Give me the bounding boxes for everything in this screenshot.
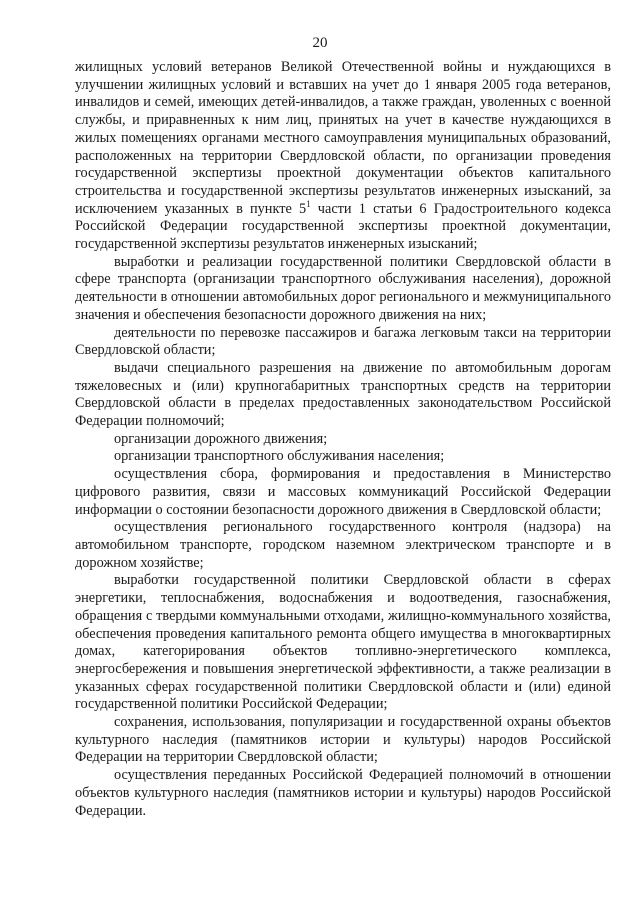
paragraph-4: выдачи специального разрешения на движение по автомобильным дорогам тяжеловесных и (или) крупногабаритных транспортных средств на территории Свердловской области в пределах предоставленных законодательством Российской Федерации полномочий; [75,359,611,430]
superscript-index: 1 [306,198,311,209]
paragraph-8: осуществления регионального государственного контроля (надзора) на автомобильном транспорте, городском наземном электрическом транспорте и в дорожном хозяйстве; [75,519,611,571]
paragraph-1 [75,59,611,254]
paragraph-11: осуществления переданных Российской Федерацией полномочий в отношении объектов культурного наследия (памятников истории и культуры) народов Российской Федерации. [75,767,611,819]
paragraph-3: деятельности по перевозке пассажиров и багажа легковым такси на территории Свердловской области; [75,324,611,359]
paragraph-9: выработки государственной политики Свердловской области в сферах энергетики, теплоснабжения, водоснабжения и водоотведения, газоснабжения, обращения с твердыми коммунальными отходами, жилищно-коммунального хозяйства, обеспечения проведения капитального ремонта общего имущества в многоквартирных домах, категорирования объектов топливно-энергетического комплекса, энергосбережения и повышения энергетической эффективности, а также реализации в указанных сферах государственной политики Свердловской области и (или) единой государственной политики Российской Федерации; [75,572,611,713]
paragraph-1-text: жилищных условий ветеранов Великой Отечественной войны и нуждающихся в улучшении жилищных условий и вставших на учет до 1 января 2005 года ветеранов, инвалидов и семей, имеющих детей-инвалидов, а также граждан, уволенных с военной службы, и приравненных к ним лиц, принятых на учет в качестве нуждающихся в жилых помещениях органами местного самоуправления муниципальных образований, расположенных на территории Свердловской области, по организации проведения государственной экспертизы проектной документации объектов капитального строительства и государственной экспертизы результатов инженерных изысканий, за исключением указанных в пункте 5 [75,59,611,217]
paragraph-1-text-continued: части 1 статьи 6 Градостроительного кодекса Российской Федерации государственной экспертизы проектной документации, государственной экспертизы результатов инженерных изысканий; [75,200,611,253]
paragraph-2: выработки и реализации государственной политики Свердловской области в сфере транспорта (организации транспортного обслуживания населения), дорожной деятельности в отношении автомобильных дорог регионального и межмуниципального значения и обеспечения безопасности дорожного движения на них; [75,253,611,323]
paragraph-10: сохранения, использования, популяризации и государственной охраны объектов культурного наследия (памятников истории и культуры) народов Российской Федерации на территории Свердловской области; [75,714,611,766]
page-number: 20 [312,35,328,51]
paragraph-7: осуществления сбора, формирования и предоставления в Министерство цифрового развития, связи и массовых коммуникаций Российской Федерации информации о состоянии безопасности дорожного движения в Свердловской области; [75,466,611,518]
paragraph-5: организации дорожного движения; [114,430,328,447]
document-body [75,59,611,820]
paragraph-6: организации транспортного обслуживания населения; [114,448,445,465]
